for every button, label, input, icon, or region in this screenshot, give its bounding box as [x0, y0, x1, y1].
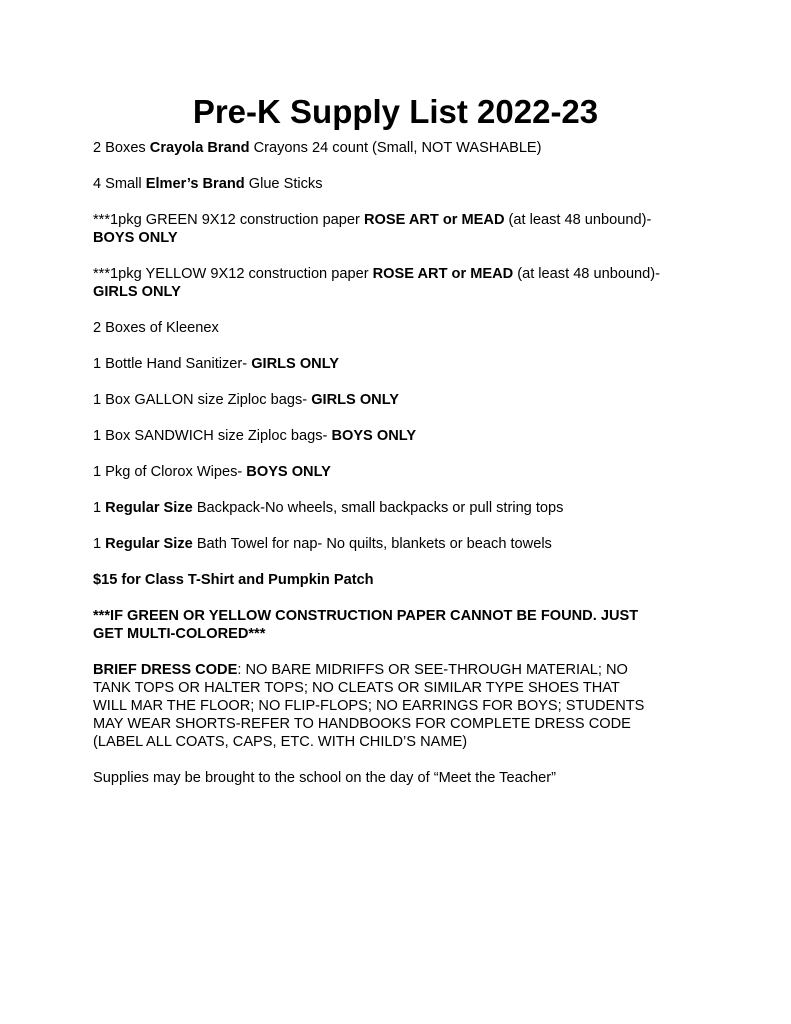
dress-code: BRIEF DRESS CODE: NO BARE MIDRIFFS OR SEE-THROUGH MATERIAL; NO TANK TOPS OR HALTER TOPS; NO CLEATS OR SIMILAR TYPE SHOES THAT WILL MAR THE FLOOR; NO FLIP-FLOPS; NO EARRINGS FOR BOYS; STUDENTS MAY WEAR SHORTS-REFER TO HANDBOOKS FOR COMPLETE DRESS CODE (LABEL ALL COATS, CAPS, ETC. WITH CHILD’S NAME) — [93, 662, 645, 750]
fee-note: $15 for Class T-Shirt and Pumpkin Patch — [93, 572, 374, 588]
list-item-kleenex: 2 Boxes of Kleenex — [93, 320, 219, 336]
dress-code-heading: BRIEF DRESS CODE — [93, 662, 238, 678]
list-item-crayons: 2 Boxes Crayola Brand Crayons 24 count (Small, NOT WASHABLE) — [93, 140, 542, 156]
list-item-green-paper: ***1pkg GREEN 9X12 construction paper ROSE ART or MEAD (at least 48 unbound)- BOYS ONLY — [93, 212, 652, 246]
list-item-sanitizer: 1 Bottle Hand Sanitizer- GIRLS ONLY — [93, 356, 340, 372]
list-item-backpack: 1 Regular Size Backpack-No wheels, small backpacks or pull string tops — [93, 500, 564, 516]
list-item-gallon-bags: 1 Box GALLON size Ziploc bags- GIRLS ONLY — [93, 392, 400, 408]
construction-paper-note: ***IF GREEN OR YELLOW CONSTRUCTION PAPER CANNOT BE FOUND. JUST GET MULTI-COLORED*** — [93, 608, 639, 642]
list-item-clorox: 1 Pkg of Clorox Wipes- BOYS ONLY — [93, 464, 331, 480]
supply-list — [93, 139, 713, 805]
page-title: Pre-K Supply List 2022-23 — [192, 93, 599, 130]
closing-note: Supplies may be brought to the school on the day of “Meet the Teacher” — [93, 770, 556, 786]
list-item-sandwich-bags: 1 Box SANDWICH size Ziploc bags- BOYS ONLY — [93, 428, 417, 444]
list-item-yellow-paper: ***1pkg YELLOW 9X12 construction paper ROSE ART or MEAD (at least 48 unbound)- GIRLS ONLY — [93, 266, 661, 300]
list-item-towel: 1 Regular Size Bath Towel for nap- No quilts, blankets or beach towels — [93, 536, 552, 552]
list-item-glue: 4 Small Elmer’s Brand Glue Sticks — [93, 176, 323, 192]
